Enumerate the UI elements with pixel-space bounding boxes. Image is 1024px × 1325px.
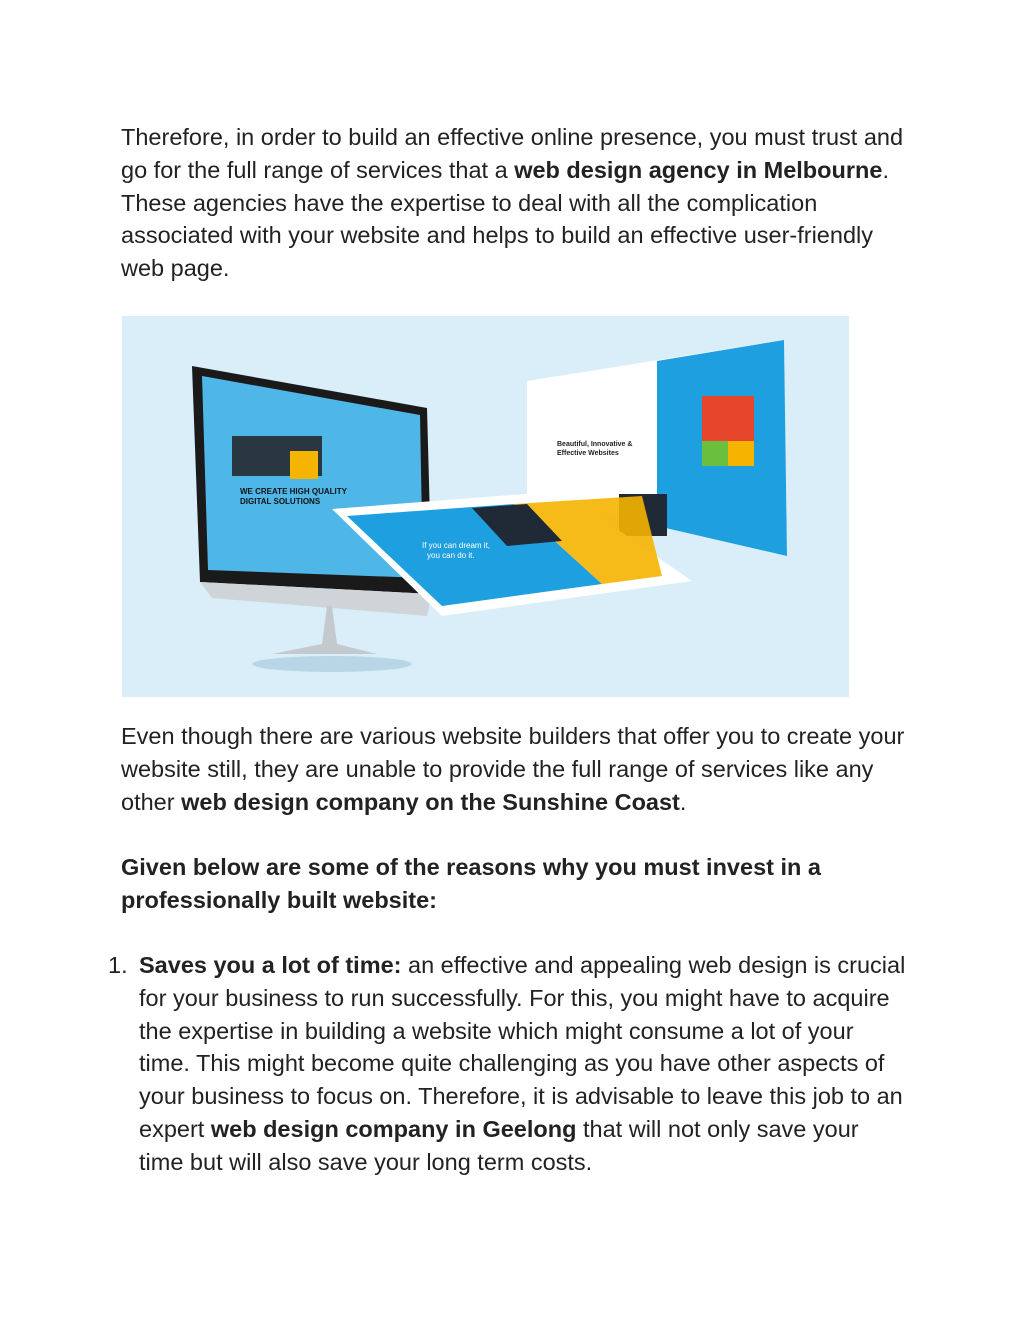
keyword-sunshine-coast: web design company on the Sunshine Coast: [181, 788, 680, 815]
tablet-text: If you can dream it,: [422, 541, 491, 550]
card-title-2: Effective Websites: [557, 450, 619, 457]
hero-illustration: [122, 316, 849, 697]
list-item-title: Saves you a lot of time:: [139, 952, 402, 978]
monitor-headline: WE CREATE HIGH QUALITY: [240, 487, 347, 496]
monitor-headline-2: DIGITAL SOLUTIONS: [240, 497, 321, 506]
keyword-web-design-agency: web design agency in Melbourne: [514, 156, 883, 183]
web-design-mockup-image: [122, 316, 849, 697]
list-item: 1. Saves you a lot of time: an effective and appealing web design is crucial for your business to run successfully. For this, you might have to acquire the expertise in building a website which might consume a lot of your time. This might become quite challenging as you have other aspects of your business to focus on. Therefore, it is advisable to leave this job to an expert web design company in Geelong that will not only save your time but will also save your long term costs.: [108, 949, 908, 1179]
tablet-text-2: you can do it.: [427, 551, 475, 560]
reasons-list: [108, 949, 908, 1179]
paragraph-builders: Even though there are various website builders that offer you to create your website still, they are unable to provide the full range of services like any other web design company on the Sunshine Coast.: [121, 723, 905, 815]
list-number: 1.: [108, 952, 128, 978]
keyword-geelong: web design company in Geelong: [210, 1115, 577, 1142]
section-heading: Given below are some of the reasons why you must invest in a professionally built website:: [121, 854, 821, 913]
paragraph-intro: Therefore, in order to build an effective online presence, you must trust and go for the full range of services that a web design agency in Melbourne. These agencies have the expertise to deal with all the complication associated with your website and helps to build an effective user-friendly web page.: [121, 124, 904, 282]
card-title: Beautiful, Innovative &: [557, 441, 633, 448]
